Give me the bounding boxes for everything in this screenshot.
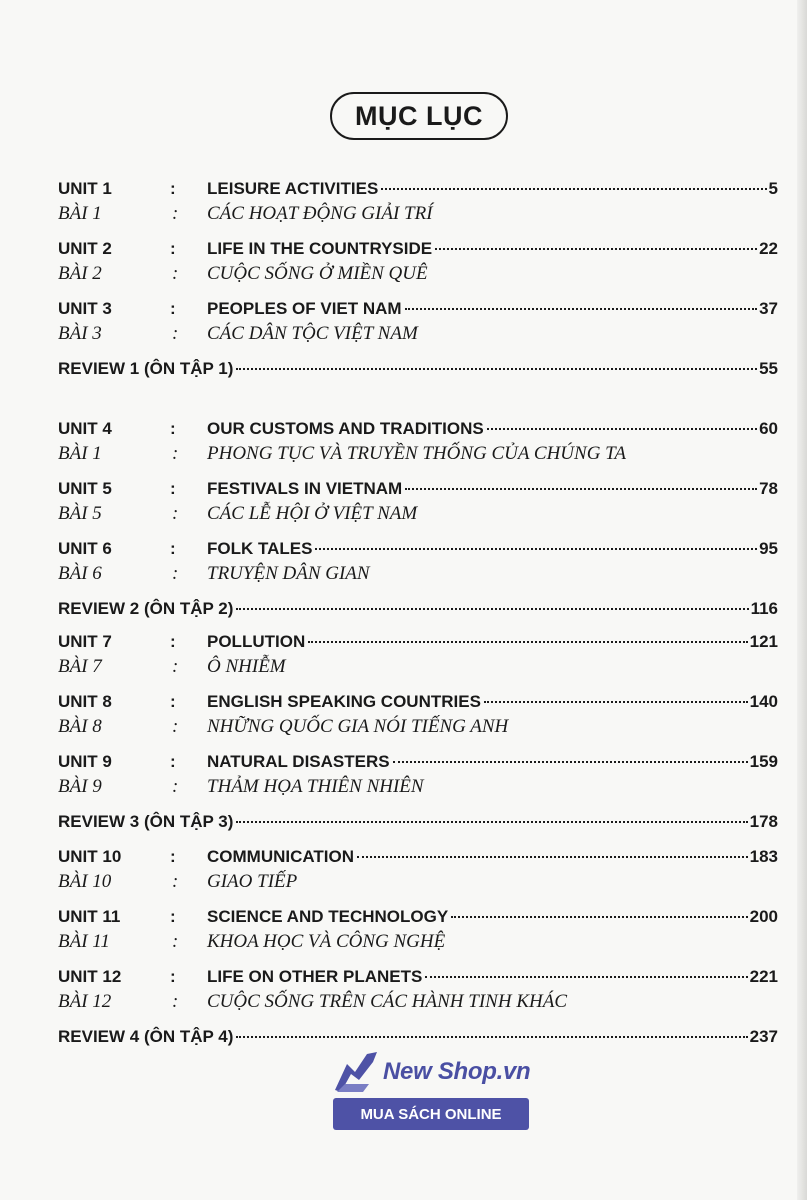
page-number: 60 <box>759 419 778 438</box>
vi-title: CUỘC SỐNG TRÊN CÁC HÀNH TINH KHÁC <box>207 991 567 1012</box>
toc-entry-unit-9[interactable] <box>58 749 778 809</box>
separator: : <box>170 239 176 258</box>
vi-code: BÀI 2 <box>58 263 102 284</box>
separator: : <box>170 692 176 711</box>
page-number: 95 <box>759 539 778 558</box>
dot-leader <box>484 701 748 703</box>
vi-code: BÀI 12 <box>58 991 112 1012</box>
vi-title: CÁC LỄ HỘI Ở VIỆT NAM <box>207 503 418 524</box>
newshop-logo[interactable] <box>333 1046 533 1132</box>
page-number: 116 <box>750 599 778 618</box>
unit-code: UNIT 10 <box>58 847 122 866</box>
page-number: 221 <box>749 967 778 986</box>
toc-heading: MỤC LỤC <box>355 100 483 131</box>
dot-leader <box>236 368 757 370</box>
dot-leader <box>405 488 757 490</box>
dot-leader <box>405 308 757 310</box>
toc-entry-unit-1[interactable] <box>58 176 778 236</box>
toc-entry-unit-10[interactable] <box>58 844 778 904</box>
vi-title: TRUYỆN DÂN GIAN <box>207 563 370 584</box>
separator: : <box>172 656 179 677</box>
page-number: 183 <box>749 847 778 866</box>
vi-title: Ô NHIỄM <box>207 656 286 677</box>
page-edge-shadow <box>797 0 807 1200</box>
toc-heading-box <box>330 92 508 140</box>
unit-title: PEOPLES OF VIET NAM <box>207 299 402 318</box>
unit-title: OUR CUSTOMS AND TRADITIONS <box>207 419 484 438</box>
dot-leader <box>451 916 747 918</box>
page-number: 237 <box>749 1027 778 1046</box>
separator: : <box>172 991 179 1012</box>
unit-title: LEISURE ACTIVITIES <box>207 179 379 198</box>
unit-code: UNIT 9 <box>58 752 112 771</box>
vi-code: BÀI 3 <box>58 323 102 344</box>
unit-code: UNIT 7 <box>58 632 112 651</box>
separator: : <box>170 179 176 198</box>
page-number: 140 <box>749 692 778 711</box>
separator: : <box>170 752 176 771</box>
separator: : <box>170 847 176 866</box>
unit-code: UNIT 5 <box>58 479 112 498</box>
separator: : <box>172 263 179 284</box>
dot-leader <box>308 641 747 643</box>
separator: : <box>172 563 179 584</box>
unit-code: UNIT 6 <box>58 539 112 558</box>
unit-title: LIFE IN THE COUNTRYSIDE <box>207 239 433 258</box>
toc-entry-unit-3[interactable] <box>58 296 778 356</box>
review-title: REVIEW 4 (ÔN TẬP 4) <box>58 1027 234 1046</box>
arrow-book-icon <box>333 1050 379 1094</box>
separator: : <box>170 632 176 651</box>
vi-code: BÀI 1 <box>58 443 102 464</box>
dot-leader <box>315 548 757 550</box>
separator: : <box>172 716 179 737</box>
review-title: REVIEW 2 (ÔN TẬP 2) <box>58 599 234 618</box>
table-of-contents <box>58 176 778 1084</box>
dot-leader <box>425 976 747 978</box>
separator: : <box>172 503 179 524</box>
unit-code: UNIT 1 <box>58 179 112 198</box>
unit-title: FESTIVALS IN VIETNAM <box>207 479 403 498</box>
separator: : <box>172 203 179 224</box>
unit-code: UNIT 3 <box>58 299 112 318</box>
logo-tagline: MUA SÁCH ONLINE <box>360 1105 502 1123</box>
toc-entry-review-1[interactable] <box>58 356 778 416</box>
unit-title: FOLK TALES <box>207 539 313 558</box>
vi-title: GIAO TIẾP <box>207 871 298 892</box>
toc-entry-unit-2[interactable] <box>58 236 778 296</box>
toc-entry-unit-5[interactable] <box>58 476 778 536</box>
vi-code: BÀI 10 <box>58 871 112 892</box>
toc-entry-unit-7[interactable] <box>58 629 778 689</box>
unit-title: COMMUNICATION <box>207 847 354 866</box>
vi-title: CÁC HOẠT ĐỘNG GIẢI TRÍ <box>207 203 433 224</box>
separator: : <box>170 967 176 986</box>
page-number: 22 <box>759 239 778 258</box>
vi-title: CÁC DÂN TỘC VIỆT NAM <box>207 323 418 344</box>
toc-entry-unit-8[interactable] <box>58 689 778 749</box>
unit-code: UNIT 11 <box>58 907 121 926</box>
vi-code: BÀI 11 <box>58 931 110 952</box>
page-number: 37 <box>759 299 778 318</box>
toc-entry-unit-12[interactable] <box>58 964 778 1024</box>
dot-leader <box>357 856 748 858</box>
toc-entry-unit-4[interactable] <box>58 416 778 476</box>
vi-code: BÀI 5 <box>58 503 102 524</box>
page-number: 200 <box>749 907 778 926</box>
separator: : <box>170 419 176 438</box>
unit-title: SCIENCE AND TECHNOLOGY <box>207 907 449 926</box>
vi-title: PHONG TỤC VÀ TRUYỀN THỐNG CỦA CHÚNG TA <box>207 443 626 464</box>
dot-leader <box>236 608 748 610</box>
unit-code: UNIT 12 <box>58 967 122 986</box>
logo-name: New Shop.vn <box>383 1058 531 1085</box>
vi-code: BÀI 9 <box>58 776 102 797</box>
separator: : <box>170 299 176 318</box>
dot-leader <box>236 821 747 823</box>
separator: : <box>172 323 179 344</box>
dot-leader <box>236 1036 747 1038</box>
separator: : <box>172 871 179 892</box>
dot-leader <box>435 248 757 250</box>
unit-title: POLLUTION <box>207 632 306 651</box>
unit-code: UNIT 4 <box>58 419 112 438</box>
vi-title: THẢM HỌA THIÊN NHIÊN <box>207 776 424 797</box>
toc-entry-review-3[interactable] <box>58 809 778 844</box>
separator: : <box>170 907 176 926</box>
separator: : <box>172 443 179 464</box>
separator: : <box>170 539 176 558</box>
review-title: REVIEW 3 (ÔN TẬP 3) <box>58 812 234 831</box>
page-number: 159 <box>749 752 778 771</box>
vi-code: BÀI 8 <box>58 716 102 737</box>
unit-title: NATURAL DISASTERS <box>207 752 390 771</box>
toc-entry-unit-6[interactable] <box>58 536 778 596</box>
unit-code: UNIT 2 <box>58 239 112 258</box>
unit-title: LIFE ON OTHER PLANETS <box>207 967 423 986</box>
page-number: 5 <box>768 179 778 198</box>
vi-title: CUỘC SỐNG Ở MIỀN QUÊ <box>207 263 428 284</box>
logo-tagline-bar <box>333 1098 529 1130</box>
page-number: 55 <box>759 359 778 378</box>
separator: : <box>170 479 176 498</box>
separator: : <box>172 931 179 952</box>
dot-leader <box>393 761 748 763</box>
unit-code: UNIT 8 <box>58 692 112 711</box>
page-number: 121 <box>749 632 778 651</box>
vi-code: BÀI 6 <box>58 563 102 584</box>
dot-leader <box>487 428 757 430</box>
toc-entry-review-2[interactable] <box>58 596 778 629</box>
separator: : <box>172 776 179 797</box>
dot-leader <box>381 188 766 190</box>
unit-title: ENGLISH SPEAKING COUNTRIES <box>207 692 481 711</box>
vi-code: BÀI 1 <box>58 203 102 224</box>
page-number: 178 <box>749 812 778 831</box>
toc-entry-unit-11[interactable] <box>58 904 778 964</box>
review-title: REVIEW 1 (ÔN TẬP 1) <box>58 359 234 378</box>
vi-title: KHOA HỌC VÀ CÔNG NGHỆ <box>207 931 446 952</box>
vi-code: BÀI 7 <box>58 656 102 677</box>
page-number: 78 <box>759 479 778 498</box>
vi-title: NHỮNG QUỐC GIA NÓI TIẾNG ANH <box>207 716 509 737</box>
